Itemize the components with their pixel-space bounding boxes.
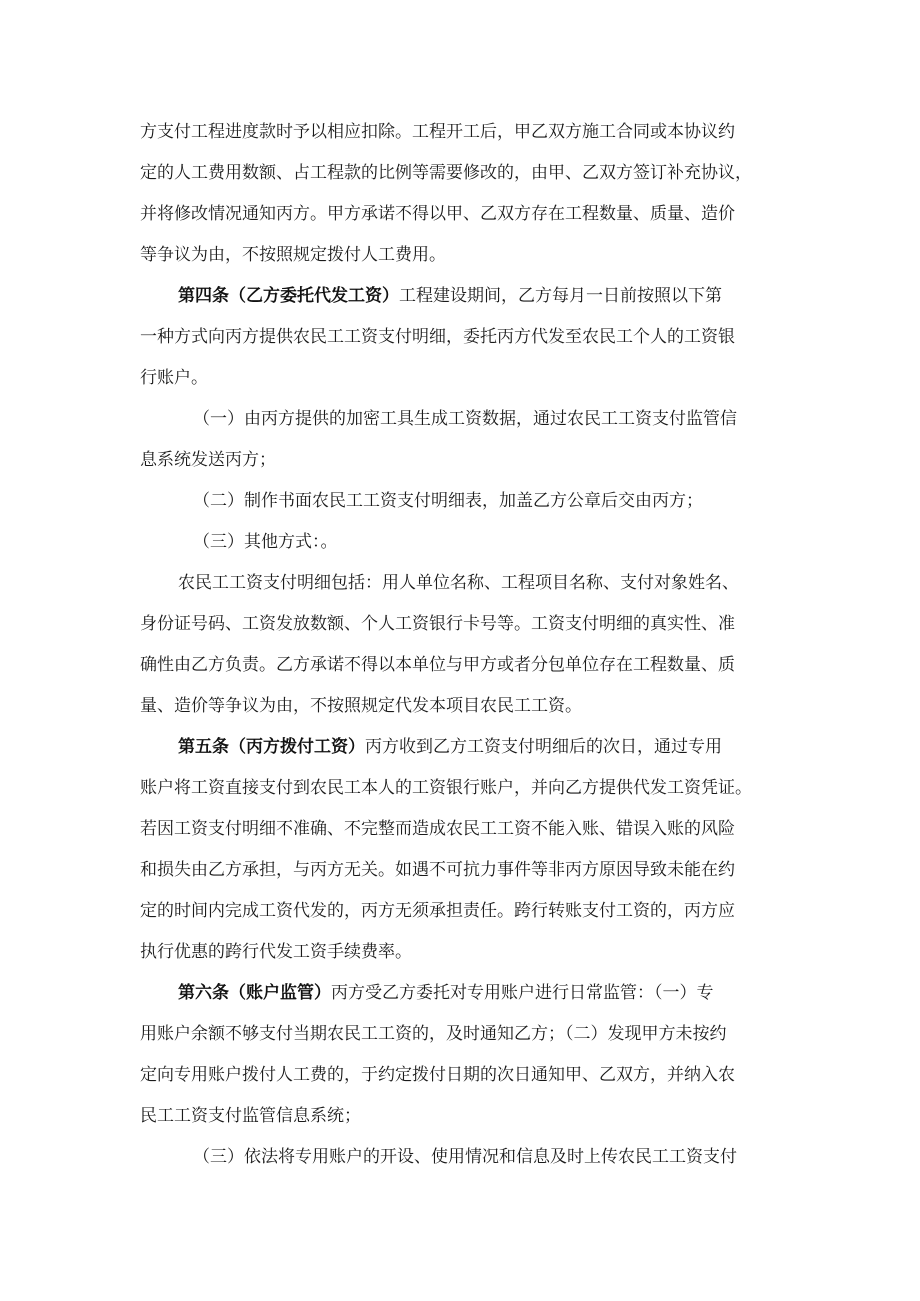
line-text: 方支付工程进度款时予以相应扣除。工程开工后，甲乙双方施工合同或本协议约: [140, 122, 735, 142]
article-5-heading: 第五条（丙方拨付工资）: [178, 737, 365, 757]
text-line: [193, 531, 338, 553]
line-text: 定的时间内完成工资代发的，丙方无须承担责任。跨行转账支付工资的，丙方应: [140, 901, 735, 921]
text-line: [140, 1105, 361, 1127]
line-text: 身份证号码、工资发放数额、个人工资银行卡号等。工资支付明细的真实性、准: [140, 614, 735, 634]
line-text: 执行优惠的跨行代发工资手续费率。: [140, 942, 412, 962]
article-5-line: [178, 736, 722, 758]
text-line: [140, 367, 208, 389]
line-text: （二）制作书面农民工工资支付明细表，加盖乙方公章后交由丙方；: [193, 491, 703, 511]
article-4-line: [178, 285, 722, 307]
line-text: 定的人工费用数额、占工程款的比例等需要修改的，由甲、乙双方签订补充协议，: [140, 163, 752, 183]
text-line: [140, 449, 276, 471]
text-line: [140, 900, 735, 922]
line-text: 农民工工资支付明细包括：用人单位名称、工程项目名称、支付对象姓名、: [178, 573, 739, 593]
line-text: 定向专用账户拨付人工费的，于约定拨付日期的次日通知甲、乙双方，并纳入农: [140, 1065, 735, 1085]
text-line: [140, 941, 412, 963]
text-line: [193, 490, 703, 512]
line-text: 用账户余额不够支付当期农民工工资的，及时通知乙方；（二）发现甲方未按约: [140, 1024, 727, 1044]
text-line: [140, 859, 735, 881]
text-line: [140, 695, 582, 717]
line-text: 确性由乙方负责。乙方承诺不得以本单位与甲方或者分包单位存在工程数量、质: [140, 655, 735, 675]
text-line: [140, 244, 446, 266]
line-text: 账户将工资直接支付到农民工本人的工资银行账户，并向乙方提供代发工资凭证。: [140, 778, 752, 798]
text-line: [140, 326, 735, 348]
text-line: [140, 654, 735, 676]
text-line: [140, 613, 735, 635]
article-6-heading: 第六条（账户监管）: [178, 983, 331, 1003]
line-text: 量、造价等争议为由，不按照规定代发本项目农民工工资。: [140, 696, 582, 716]
text-line: [193, 408, 737, 430]
line-text: 工程建设期间，乙方每月一日前按照以下第: [399, 286, 722, 306]
line-text: 若因工资支付明细不准确、不完整而造成农民工工资不能入账、错误入账的风险: [140, 819, 735, 839]
text-line: [140, 777, 752, 799]
article-6-line: [178, 982, 714, 1004]
line-text: 和损失由乙方承担，与丙方无关。如遇不可抗力事件等非丙方原因导致未能在约: [140, 860, 735, 880]
line-text: 等争议为由，不按照规定拨付人工费用。: [140, 245, 446, 265]
text-line: [140, 121, 735, 143]
text-line: [140, 1064, 735, 1086]
line-text: 丙方收到乙方工资支付明细后的次日，通过专用: [365, 737, 722, 757]
line-text: （一）由丙方提供的加密工具生成工资数据，通过农民工工资支付监管信: [193, 409, 737, 429]
line-text: 一种方式向丙方提供农民工工资支付明细，委托丙方代发至农民工个人的工资银: [140, 327, 735, 347]
line-text: 息系统发送丙方；: [140, 450, 276, 470]
text-line: [140, 162, 752, 184]
text-line: [178, 572, 739, 594]
text-line: [140, 1023, 727, 1045]
article-4-heading: 第四条（乙方委托代发工资）: [178, 286, 399, 306]
line-text: 丙方受乙方委托对专用账户进行日常监管：（一）专: [331, 983, 714, 1003]
line-text: 行账户。: [140, 368, 208, 388]
text-line: [140, 203, 735, 225]
line-text: 并将修改情况通知丙方。甲方承诺不得以甲、乙双方存在工程数量、质量、造价: [140, 204, 735, 224]
text-line: [193, 1146, 737, 1168]
text-line: [140, 818, 735, 840]
line-text: 民工工资支付监管信息系统；: [140, 1106, 361, 1126]
line-text: （三）依法将专用账户的开设、使用情况和信息及时上传农民工工资支付: [193, 1147, 737, 1167]
line-text: （三）其他方式：。: [193, 532, 338, 552]
